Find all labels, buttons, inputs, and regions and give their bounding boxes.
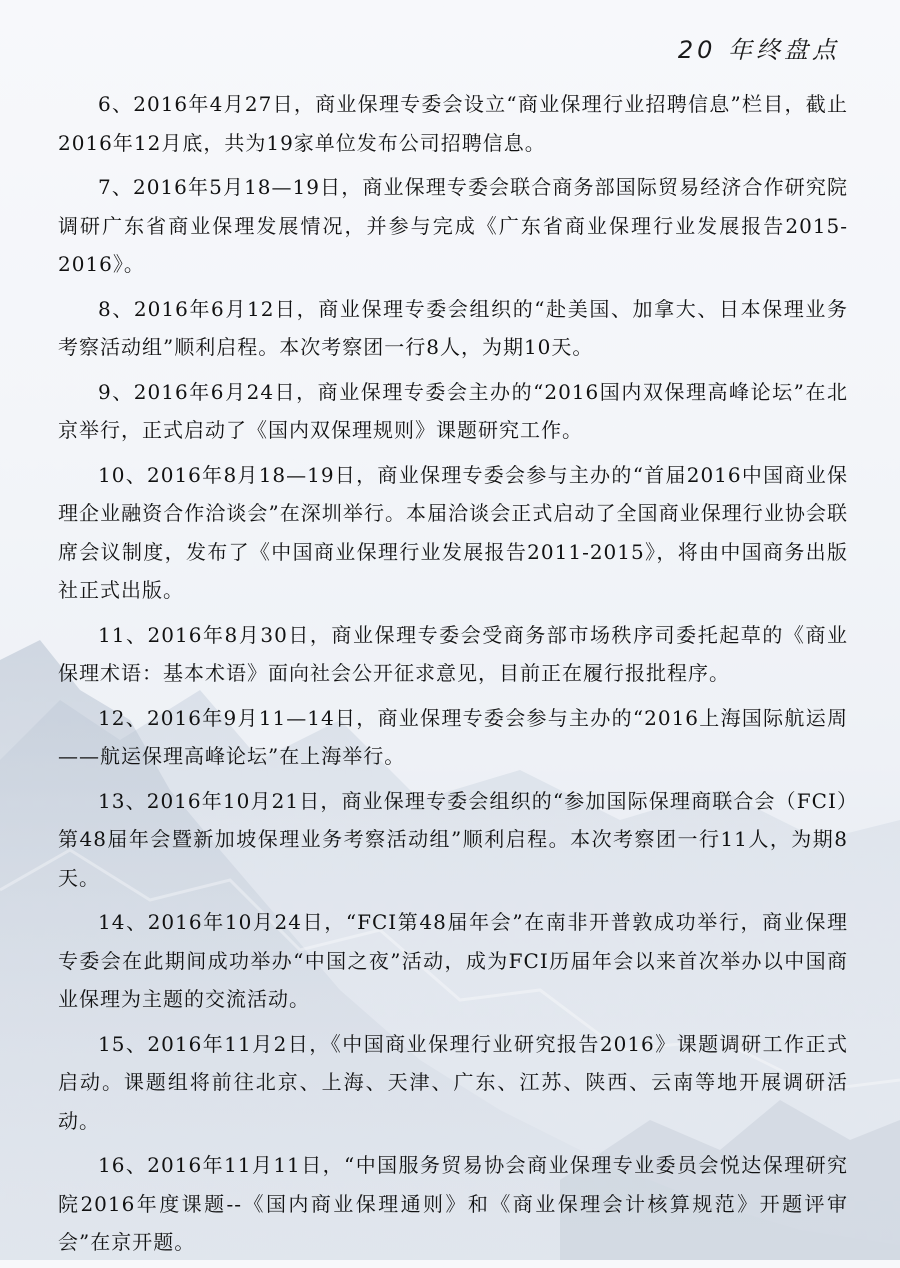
list-item: 7、2016年5月18—19日，商业保理专委会联合商务部国际贸易经济合作研究院调研广东省商业保理发展情况，并参与完成《广东省商业保理行业发展报告2015-2016》。 (58, 175, 848, 276)
list-item: 16、2016年11月11日，“中国服务贸易协会商业保理专业委员会悦达保理研究院2016年度课题--《国内商业保理通则》和《商业保理会计核算规范》开题评审会”在京开题。 (58, 1153, 848, 1254)
header-title: 20 年终盘点 (677, 36, 840, 64)
list-item: 13、2016年10月21日，商业保理专委会组织的“参加国际保理商联合会（FCI）第48届年会暨新加坡保理业务考察活动组”顺利启程。本次考察团一行11人，为期8天。 (58, 788, 848, 890)
list-item: 8、2016年6月12日，商业保理专委会组织的“赴美国、加拿大、日本保理业务考察活动组”顺利启程。本次考察团一行8人，为期10天。 (58, 296, 848, 359)
list-item: 15、2016年11月2日，《中国商业保理行业研究报告2016》课题调研工作正式启动。课题组将前往北京、上海、天津、广东、江苏、陕西、云南等地开展调研活动。 (58, 1031, 848, 1133)
list-item: 11、2016年8月30日，商业保理专委会受商务部市场秩序司委托起草的《商业保理术语：基本术语》面向社会公开征求意见，目前正在履行报批程序。 (58, 622, 848, 685)
list-item: 14、2016年10月24日，“FCI第48届年会”在南非开普敦成功举行，商业保理专委会在此期间成功举办“中国之夜”活动，成为FCI历届年会以来首次举办以中国商业保理为主题的交流活动。 (58, 910, 848, 1011)
list-item: 12、2016年9月11—14日，商业保理专委会参与主办的“2016上海国际航运周——航运保理高峰论坛”在上海举行。 (58, 705, 848, 768)
list-item: 9、2016年6月24日，商业保理专委会主办的“2016国内双保理高峰论坛”在北京举行，正式启动了《国内双保理规则》课题研究工作。 (58, 379, 848, 442)
list-item: 6、2016年4月27日，商业保理专委会设立“商业保理行业招聘信息”栏目，截止2016年12月底，共为19家单位发布公司招聘信息。 (58, 92, 848, 155)
list-item: 10、2016年8月18—19日，商业保理专委会参与主办的“首届2016中国商业保理企业融资合作洽谈会”在深圳举行。本届洽谈会正式启动了全国商业保理行业协会联席会议制度，发布了《中国商业保理行业发展报告2011-2015》，将由中国商务出版社正式出版。 (58, 462, 848, 602)
event-list (58, 85, 848, 1268)
